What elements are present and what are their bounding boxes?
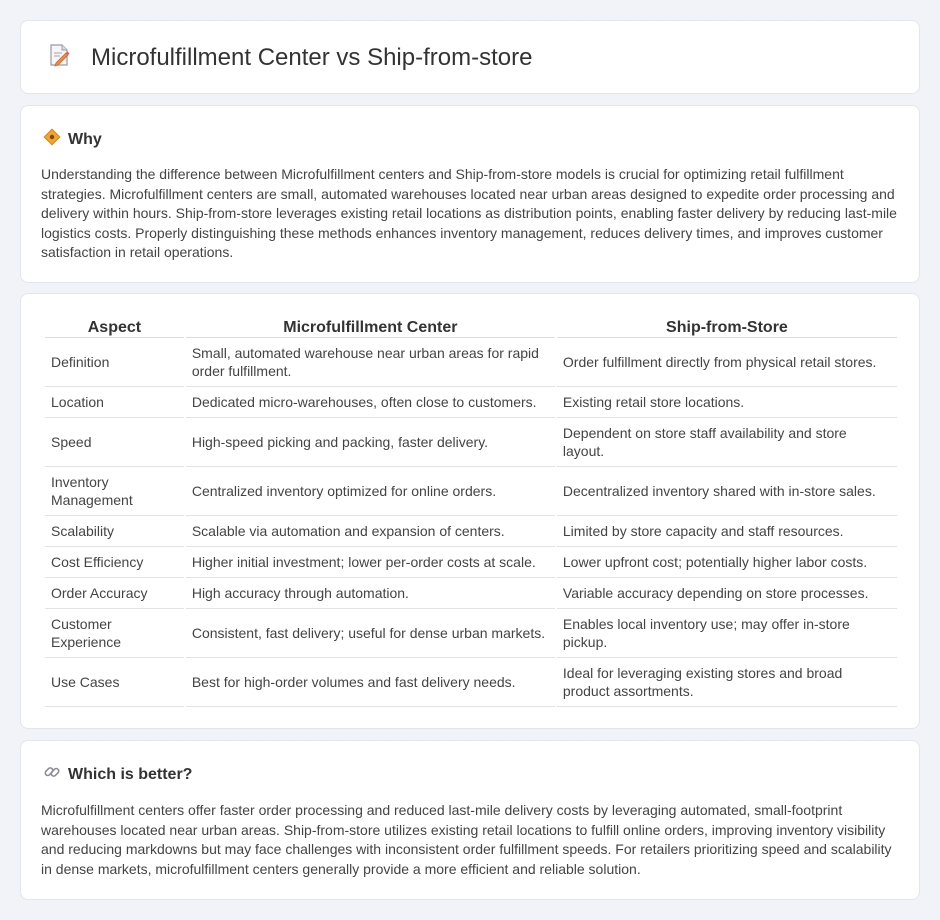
table-row <box>45 338 897 387</box>
row-ship-from-store: Limited by store capacity and staff resources. <box>557 516 897 547</box>
row-aspect: Customer Experience <box>45 609 184 658</box>
row-microfulfillment: Centralized inventory optimized for online orders. <box>186 467 555 516</box>
comparison-card <box>20 293 920 729</box>
row-ship-from-store: Decentralized inventory shared with in-store sales. <box>557 467 897 516</box>
table-row <box>45 658 897 707</box>
table-row <box>45 418 897 467</box>
row-aspect: Use Cases <box>45 658 184 707</box>
why-heading: Why <box>68 130 102 148</box>
table-header-row <box>45 316 897 338</box>
row-microfulfillment: High accuracy through automation. <box>186 578 555 609</box>
row-microfulfillment: Consistent, fast delivery; useful for dense urban markets. <box>186 609 555 658</box>
row-ship-from-store: Order fulfillment directly from physical retail stores. <box>557 338 897 387</box>
row-aspect: Definition <box>45 338 184 387</box>
header-ship-from-store: Ship-from-Store <box>557 316 897 338</box>
row-microfulfillment: High-speed picking and packing, faster delivery. <box>186 418 555 467</box>
row-ship-from-store: Variable accuracy depending on store processes. <box>557 578 897 609</box>
page-title: Microfulfillment Center vs Ship-from-store <box>91 43 533 71</box>
row-aspect: Speed <box>45 418 184 467</box>
row-ship-from-store: Dependent on store staff availability and store layout. <box>557 418 897 467</box>
row-aspect: Order Accuracy <box>45 578 184 609</box>
row-aspect: Scalability <box>45 516 184 547</box>
row-ship-from-store: Existing retail store locations. <box>557 387 897 418</box>
why-text: Understanding the difference between Microfulfillment centers and Ship-from-store models is crucial for optimizing retail fulfillment strategies. Microfulfillment centers are small, automated warehouses located near urban areas designed to expedite order processing and delivery within hours. Ship-from-store leverages existing retail locations as distribution points, enabling faster delivery by reducing last-mile logistics costs. Properly distinguishing these methods enhances inventory management, reduces delivery times, and improves customer satisfaction in retail operations. <box>41 166 897 260</box>
row-aspect: Cost Efficiency <box>45 547 184 578</box>
comparison-table <box>43 316 899 707</box>
table-row <box>45 609 897 658</box>
row-aspect: Location <box>45 387 184 418</box>
which-better-heading: Which is better? <box>68 765 193 783</box>
why-card <box>20 105 920 283</box>
table-row <box>45 516 897 547</box>
row-ship-from-store: Enables local inventory use; may offer in-store pickup. <box>557 609 897 658</box>
row-ship-from-store: Lower upfront cost; potentially higher labor costs. <box>557 547 897 578</box>
row-microfulfillment: Best for high-order volumes and fast delivery needs. <box>186 658 555 707</box>
row-aspect: Inventory Management <box>45 467 184 516</box>
table-row <box>45 547 897 578</box>
row-microfulfillment: Dedicated micro-warehouses, often close to customers. <box>186 387 555 418</box>
diamond-sign-icon <box>43 128 61 151</box>
which-better-text: Microfulfillment centers offer faster order processing and reduced last-mile delivery costs by leveraging automated, small-footprint warehouses located near urban areas. Ship-from-store utilizes existing retail locations to fulfill online orders, improving inventory visibility and reducing markdowns but may face challenges with inconsistent order fulfillment speeds. For retailers prioritizing speed and scalability in dense markets, microfulfillment centers generally provide a more efficient and reliable solution. <box>41 802 892 877</box>
document-edit-icon <box>47 43 71 72</box>
header-microfulfillment: Microfulfillment Center <box>186 316 555 338</box>
table-row <box>45 467 897 516</box>
table-row <box>45 387 897 418</box>
table-row <box>45 578 897 609</box>
link-icon <box>43 763 61 786</box>
header-aspect: Aspect <box>45 316 184 338</box>
row-microfulfillment: Higher initial investment; lower per-order costs at scale. <box>186 547 555 578</box>
row-microfulfillment: Small, automated warehouse near urban areas for rapid order fulfillment. <box>186 338 555 387</box>
title-card <box>20 20 920 94</box>
which-better-card <box>20 740 920 900</box>
row-microfulfillment: Scalable via automation and expansion of centers. <box>186 516 555 547</box>
row-ship-from-store: Ideal for leveraging existing stores and broad product assortments. <box>557 658 897 707</box>
